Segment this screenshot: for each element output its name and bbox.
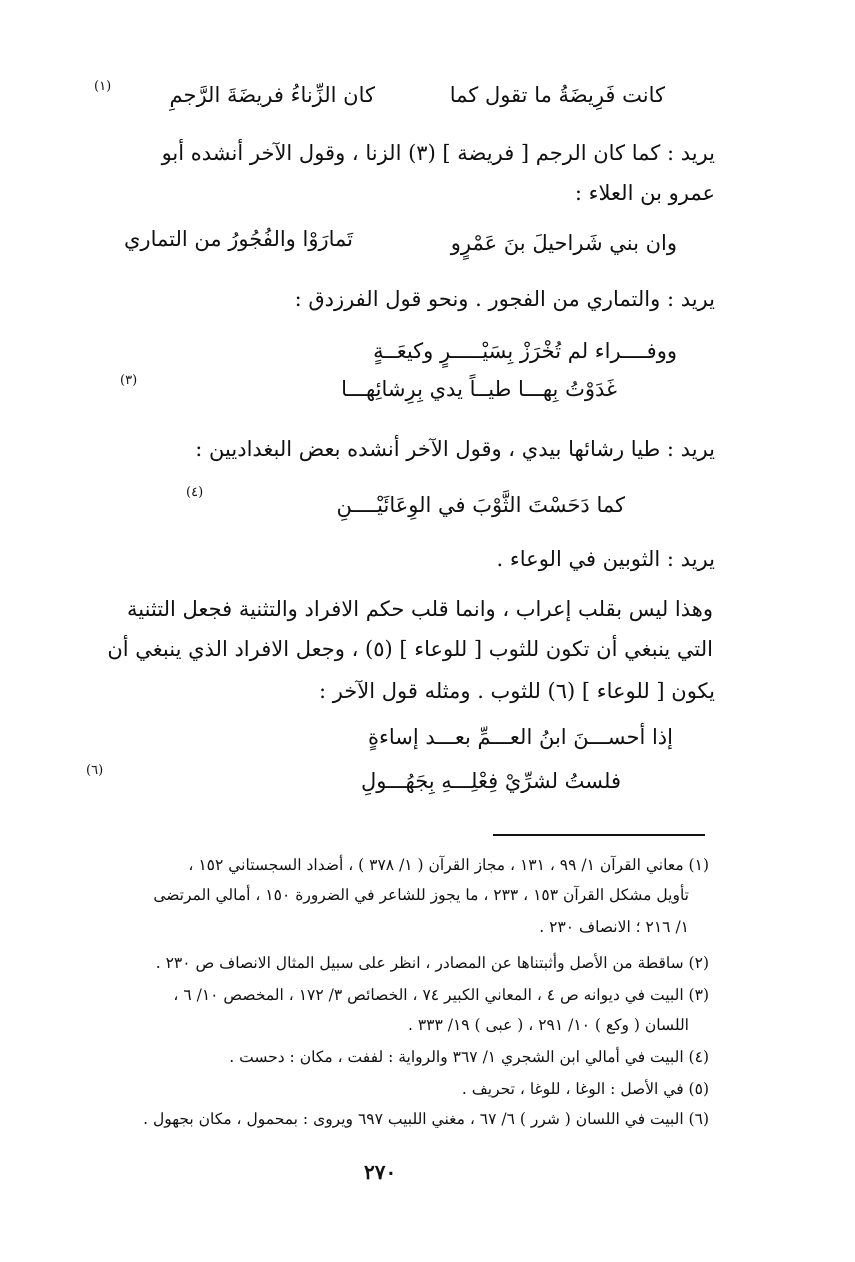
verse-1-ref: (١) <box>94 79 112 94</box>
footnote-separator <box>493 834 705 836</box>
footnote-6: (٦) البيت في اللسان ( شرر ) ٦/ ٦٧ ، مغني اللبيب ٦٩٧ ويروى : بمحمول ، مكان بجهول . <box>143 1110 709 1128</box>
verse-1-left: كان الزِّناءُ فريضَةَ الرَّجمِ <box>169 83 375 107</box>
paragraph-2-line-1: يريد : والتماري من الفجور . ونحو قول الفرزدق : <box>294 287 715 311</box>
footnote-2: (٢) ساقطة من الأصل وأثبتناها عن المصادر ، انظر على سبيل المثال الانصاف ص ٢٣٠ . <box>155 954 709 972</box>
page-number: ٢٧٠ <box>364 1160 397 1184</box>
paragraph-3-line-1: يريد : طيا رشائها بيدي ، وقول الآخر أنشده بعض البغداديين : <box>195 437 715 461</box>
verse-5-right: إذا أحســـنَ ابنُ العـــمِّ بعـــد إساءةٍ <box>367 725 673 749</box>
verse-4: كما دَحَسْتَ الثَّوْبَ في الوِعَائَيْــــنِ <box>336 493 625 517</box>
paragraph-4-line-2: وهذا ليس بقلب إعراب ، وانما قلب حكم الافراد والتثنية فجعل التثنية <box>127 597 713 621</box>
footnote-4: (٤) البيت في أمالي ابن الشجري ١/ ٣٦٧ والرواية : لففت ، مكان : دحست . <box>229 1048 709 1066</box>
verse-2-right: وان بني شَراحيلَ بنَ عَمْرٍو <box>450 231 677 255</box>
verse-5-ref: (٦) <box>86 763 104 778</box>
verse-3-right: ووفــــراء لم تُخْرَزْ بِسَيْـــــرٍ وكيعَــةٍ <box>373 339 677 363</box>
footnote-3-line-2: اللسان ( وكع ) ١٠/ ٢٩١ ، ( عبى ) ١٩/ ٣٣٣ . <box>407 1016 689 1034</box>
paragraph-4-line-3: التي ينبغي أن تكون للثوب [ للوعاء ] (٥) ، وجعل الافراد الذي ينبغي أن <box>107 637 713 661</box>
verse-5-left: فلستُ لشرِّيْ فِعْلِـــهِ بِجَهُـــولِ <box>360 769 621 793</box>
paragraph-1-line-2: عمرو بن العلاء : <box>574 181 715 205</box>
verse-4-ref: (٤) <box>186 485 204 500</box>
footnote-1-line-3: ١/ ٢١٦ ؛ الانصاف ٢٣٠ . <box>539 918 689 936</box>
footnote-5: (٥) في الأصل : الوغا ، للوغا ، تحريف . <box>461 1080 709 1098</box>
verse-3-ref: (٣) <box>120 373 138 388</box>
paragraph-4-line-1: يريد : الثوبين في الوعاء . <box>496 547 715 571</box>
paragraph-1-line-1: يريد : كما كان الرجم [ فريضة ] (٣) الزنا ، وقول الآخر أنشده أبو <box>161 141 715 165</box>
paragraph-4-line-4: يكون [ للوعاء ] (٦) للثوب . ومثله قول الآخر : <box>318 679 715 703</box>
verse-1-right: كانت فَرِيضَةُ ما تقول كما <box>449 83 665 107</box>
footnote-1-line-2: تأويل مشكل القرآن ١٥٣ ، ٢٣٣ ، ما يجوز للشاعر في الضرورة ١٥٠ ، أمالي المرتضى <box>153 886 689 904</box>
footnote-3-line-1: (٣) البيت في ديوانه ص ٤ ، المعاني الكبير ٧٤ ، الخصائص ٣/ ١٧٢ ، المخصص ١٠/ ٦ ، <box>173 986 709 1004</box>
verse-3-left: غَدَوْتُ بِهـــا طيــاً يدي بِرِشائِهـــا <box>341 377 617 401</box>
footnote-1-line-1: (١) معاني القرآن ١/ ٩٩ ، ١٣١ ، مجاز القرآن ( ١/ ٣٧٨ ) ، أضداد السجستاني ١٥٢ ، <box>188 856 709 874</box>
verse-2-left: تَمارَوْا والفُجُورُ من التماري <box>124 227 353 251</box>
